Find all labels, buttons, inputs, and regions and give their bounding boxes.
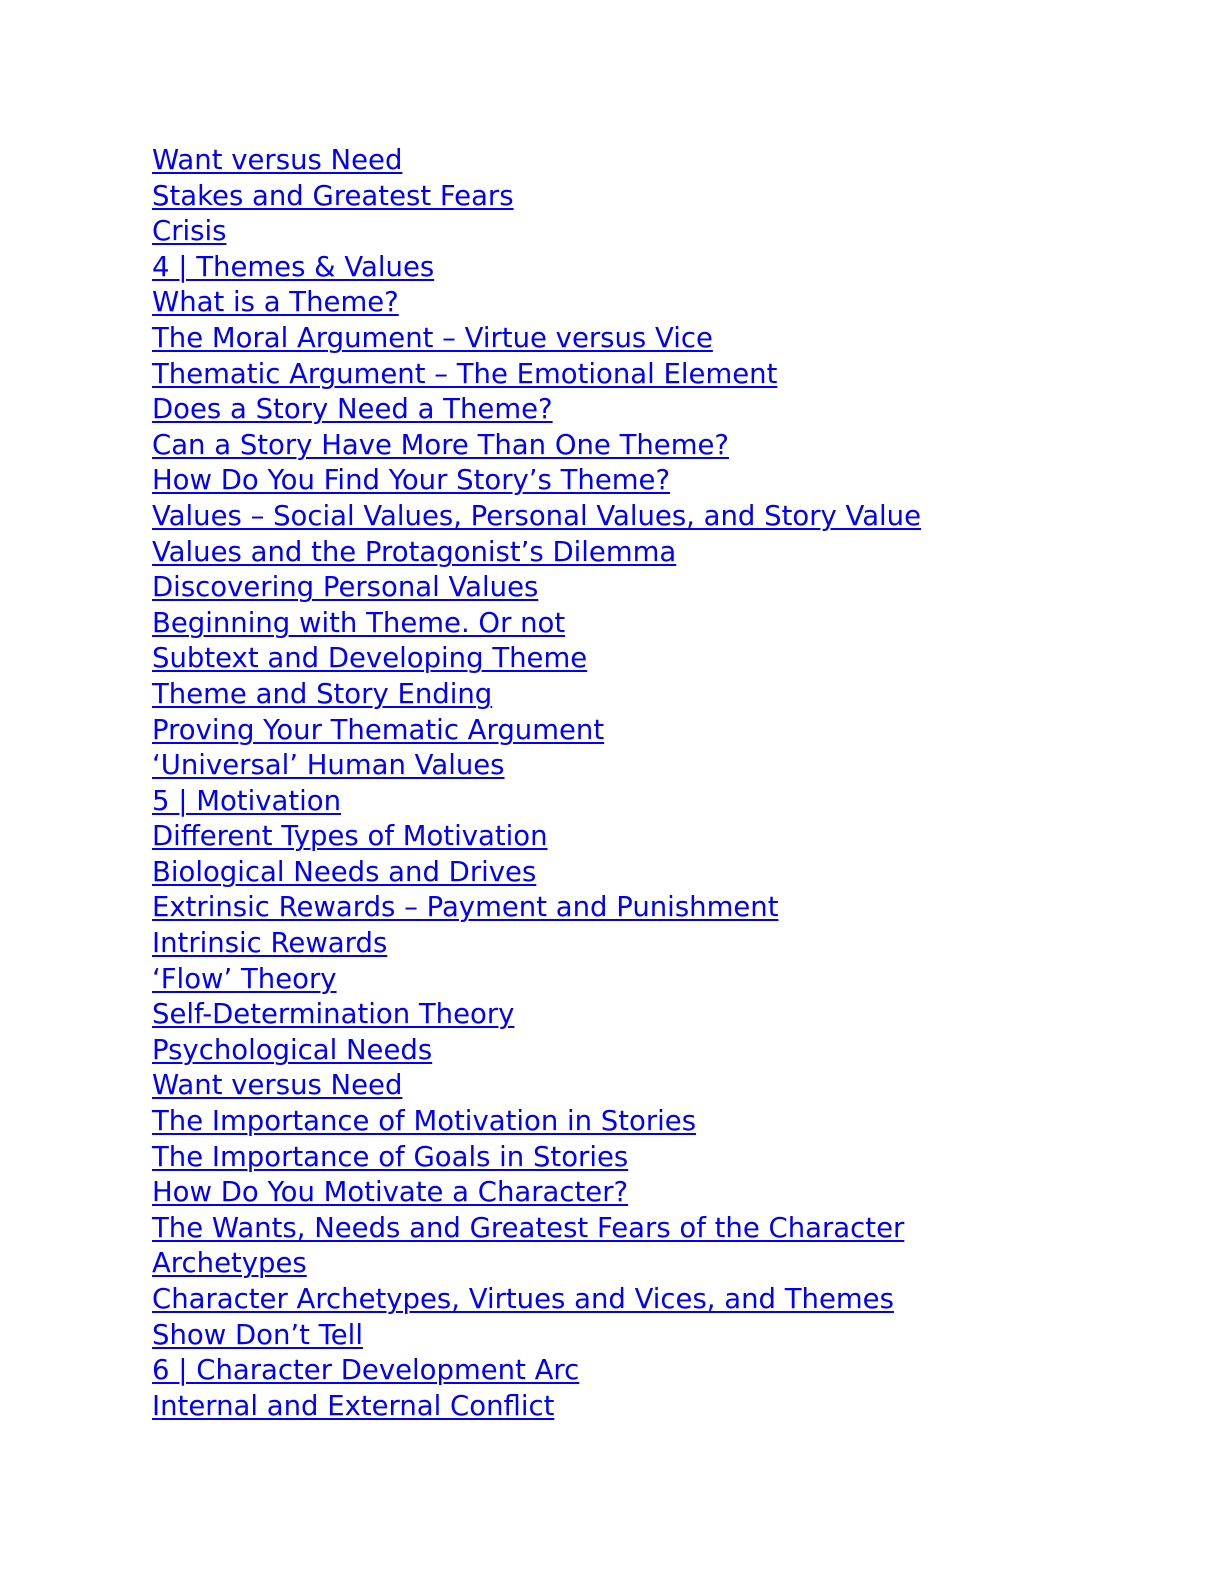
toc-entry [152, 1318, 921, 1354]
toc-entry [152, 321, 921, 357]
toc-entry [152, 1353, 921, 1389]
toc-link-crisis[interactable]: Crisis [152, 215, 227, 248]
toc-link-does-a-story-need-a-theme[interactable]: Does a Story Need a Theme? [152, 393, 553, 426]
toc-link-beginning-with-theme[interactable]: Beginning with Theme. Or not [152, 606, 566, 639]
toc-entry [152, 250, 921, 286]
toc-link-flow-theory[interactable]: ‘Flow’ Theory [152, 962, 337, 995]
toc-entry [152, 713, 921, 749]
toc-entry [152, 641, 921, 677]
toc-entry [152, 1389, 921, 1425]
toc-entry [152, 1140, 921, 1176]
toc-link-self-determination-theory[interactable]: Self-Determination Theory [152, 998, 515, 1031]
toc-entry [152, 392, 921, 428]
toc-link-moral-argument[interactable]: The Moral Argument – Virtue versus Vice [152, 321, 713, 354]
toc-link-internal-external-conflict[interactable]: Internal and External Conflict [152, 1389, 555, 1422]
toc-link-show-dont-tell[interactable]: Show Don’t Tell [152, 1318, 363, 1351]
toc-link-protagonists-dilemma[interactable]: Values and the Protagonist’s Dilemma [152, 535, 677, 568]
toc-link-intrinsic-rewards[interactable]: Intrinsic Rewards [152, 927, 388, 960]
toc-link-what-is-a-theme[interactable]: What is a Theme? [152, 286, 399, 319]
toc-link-theme-story-ending[interactable]: Theme and Story Ending [152, 677, 493, 710]
toc-entry [152, 535, 921, 571]
toc-entry [152, 1068, 921, 1104]
toc-entry [152, 784, 921, 820]
toc-link-importance-of-goals[interactable]: The Importance of Goals in Stories [152, 1140, 629, 1173]
toc-link-chapter-6-character-arc[interactable]: 6 | Character Development Arc [152, 1354, 580, 1387]
toc-link-extrinsic-rewards[interactable]: Extrinsic Rewards – Payment and Punishment [152, 891, 779, 924]
toc-entry [152, 1246, 921, 1282]
toc-entry [152, 463, 921, 499]
toc-link-chapter-5-motivation[interactable]: 5 | Motivation [152, 784, 342, 817]
toc-entry [152, 890, 921, 926]
toc-link-psychological-needs[interactable]: Psychological Needs [152, 1033, 433, 1066]
toc-entry [152, 1282, 921, 1318]
toc-entry [152, 1033, 921, 1069]
toc-entry [152, 926, 921, 962]
toc-entry [152, 748, 921, 784]
toc-link-find-your-storys-theme[interactable]: How Do You Find Your Story’s Theme? [152, 464, 671, 497]
toc-link-thematic-argument[interactable]: Thematic Argument – The Emotional Element [152, 357, 778, 390]
toc-link-biological-needs[interactable]: Biological Needs and Drives [152, 855, 537, 888]
toc-entry [152, 179, 921, 215]
toc-entry [152, 855, 921, 891]
toc-entry [152, 962, 921, 998]
toc-entry [152, 357, 921, 393]
toc-link-chapter-4-themes-values[interactable]: 4 | Themes & Values [152, 250, 435, 283]
toc-link-discovering-personal-values[interactable]: Discovering Personal Values [152, 571, 539, 604]
toc-link-want-versus-need[interactable]: Want versus Need [152, 144, 403, 176]
toc-entry [152, 214, 921, 250]
toc-link-archetypes[interactable]: Archetypes [152, 1247, 307, 1280]
toc-entry [152, 819, 921, 855]
table-of-contents [152, 143, 921, 1424]
toc-link-stakes-and-greatest-fears[interactable]: Stakes and Greatest Fears [152, 179, 514, 212]
toc-link-more-than-one-theme[interactable]: Can a Story Have More Than One Theme? [152, 428, 730, 461]
toc-link-values-social-personal-story[interactable]: Values – Social Values, Personal Values, and Story Value [152, 499, 922, 532]
toc-link-proving-thematic-argument[interactable]: Proving Your Thematic Argument [152, 713, 605, 746]
toc-link-want-versus-need-2[interactable]: Want versus Need [152, 1069, 403, 1102]
toc-entry [152, 677, 921, 713]
toc-entry [152, 499, 921, 535]
toc-entry [152, 1175, 921, 1211]
toc-entry [152, 285, 921, 321]
toc-link-subtext-developing-theme[interactable]: Subtext and Developing Theme [152, 642, 588, 675]
toc-entry [152, 997, 921, 1033]
toc-entry [152, 570, 921, 606]
toc-entry [152, 143, 921, 179]
toc-entry [152, 1104, 921, 1140]
toc-link-importance-of-motivation[interactable]: The Importance of Motivation in Stories [152, 1105, 697, 1138]
toc-link-types-of-motivation[interactable]: Different Types of Motivation [152, 820, 548, 853]
toc-entry [152, 606, 921, 642]
toc-link-universal-human-values[interactable]: ‘Universal’ Human Values [152, 749, 505, 782]
toc-link-archetypes-virtues-vices[interactable]: Character Archetypes, Virtues and Vices, and Themes [152, 1283, 894, 1315]
toc-link-motivate-a-character[interactable]: How Do You Motivate a Character? [152, 1176, 629, 1209]
toc-entry [152, 428, 921, 464]
toc-entry [152, 1211, 921, 1247]
toc-link-wants-needs-fears[interactable]: The Wants, Needs and Greatest Fears of the Character [152, 1211, 905, 1244]
